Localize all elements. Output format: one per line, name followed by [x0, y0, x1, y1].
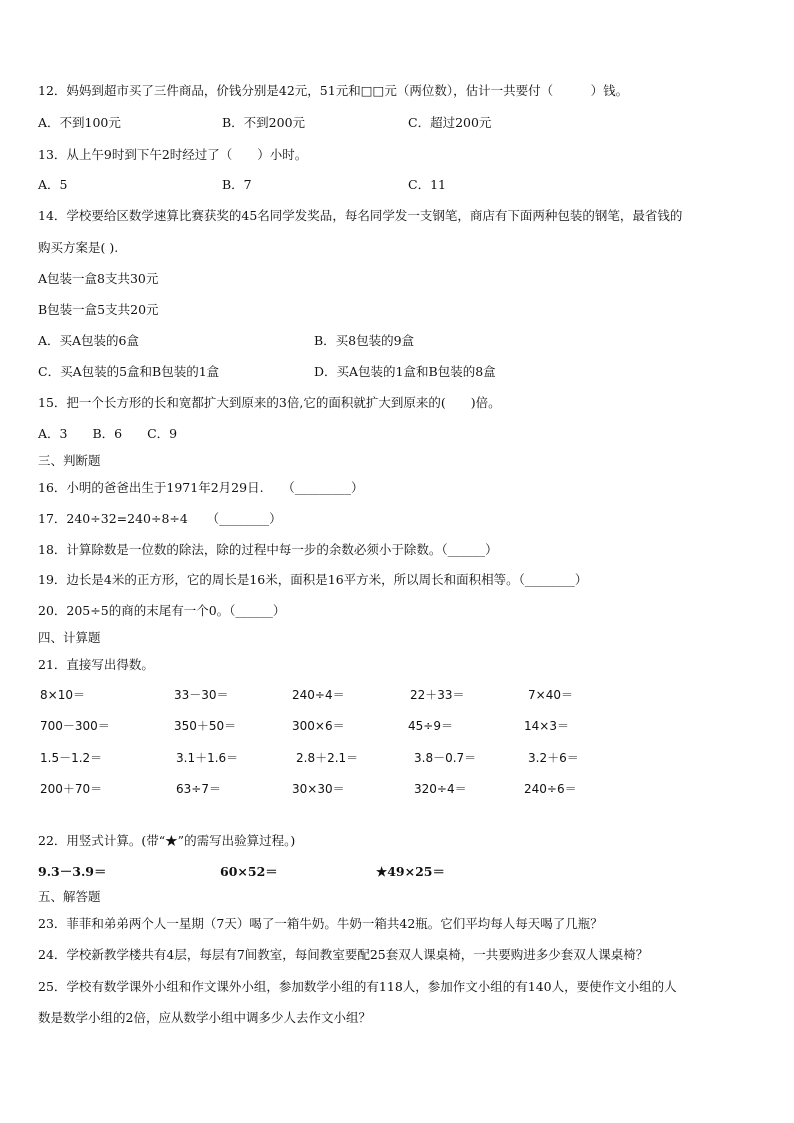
q13-option-b: B．7: [222, 177, 252, 192]
q14-option-b: B．买8包装的9盒: [314, 333, 415, 348]
q12-option-b: B．不到200元: [222, 115, 306, 130]
q22-item-1: 9.3－3.9＝: [38, 864, 107, 879]
calc-item: 240÷4＝: [292, 688, 345, 702]
question-22: 22．用竖式计算。(带“★”的需写出验算过程。): [38, 833, 296, 848]
question-12: 12．妈妈到超市买了三件商品，价钱分别是42元，51元和□□元（两位数），估计一共要付（ ）钱。: [38, 83, 629, 98]
q13-option-a: A．5: [38, 177, 68, 192]
question-16: 16．小明的爸爸出生于1971年2月29日. （_________）: [38, 480, 364, 495]
calc-item: 33－30＝: [174, 688, 229, 702]
calc-item: 320÷4＝: [414, 782, 467, 796]
calc-item: 63÷7＝: [176, 782, 221, 796]
calc-item: 350＋50＝: [174, 719, 237, 733]
question-21: 21．直接写出得数。: [38, 657, 154, 672]
calc-item: 1.5－1.2＝: [40, 751, 103, 765]
question-17: 17．240÷32=240÷8÷4 （________）: [38, 511, 282, 526]
q22-item-3: ★49×25＝: [376, 864, 445, 879]
question-19: 19．边长是4米的正方形，它的周长是16米，面积是16平方米，所以周长和面积相等。（________）: [38, 572, 588, 587]
calc-item: 200＋70＝: [40, 782, 103, 796]
section-4-heading: 四、计算题: [38, 630, 101, 645]
question-15: 15．把一个长方形的长和宽都扩大到原来的3倍,它的面积就扩大到原来的( )倍。: [38, 395, 501, 410]
q14-option-c: C．买A包装的5盒和B包装的1盒: [38, 364, 220, 379]
question-20: 20．205÷5的商的末尾有一个0。（______）: [38, 603, 286, 618]
calc-item: 8×10＝: [40, 688, 85, 702]
question-13: 13．从上午9时到下午2时经过了（ ）小时。: [38, 147, 308, 162]
calc-item: 14×3＝: [524, 719, 569, 733]
question-25-line-1: 25．学校有数学课外小组和作文课外小组，参加数学小组的有118人，参加作文小组的有140人，要使作文小组的人: [38, 979, 677, 994]
calc-item: 300×6＝: [292, 719, 345, 733]
q15-options: A．3 B．6 C．9: [38, 426, 178, 441]
question-14-line-2: 购买方案是( ).: [38, 240, 119, 255]
q13-option-c: C．11: [408, 177, 446, 192]
q12-option-c: C．超过200元: [408, 115, 492, 130]
question-24: 24．学校新教学楼共有4层，每层有7间教室，每间教室要配25套双人课桌椅，一共要购进多少套双人课桌椅？: [38, 947, 649, 962]
calc-item: 22＋33＝: [410, 688, 465, 702]
q12-option-a: A．不到100元: [38, 115, 121, 130]
question-18: 18．计算除数是一位数的除法，除的过程中每一步的余数必须小于除数。（______）: [38, 542, 498, 557]
calc-item: 30×30＝: [292, 782, 345, 796]
calc-item: 700－300＝: [40, 719, 110, 733]
q14-package-a: A包装一盒8支共30元: [38, 271, 159, 286]
calc-item: 240÷6＝: [524, 782, 577, 796]
q14-option-a: A．买A包装的6盒: [38, 333, 140, 348]
calc-item: 45÷9＝: [408, 719, 453, 733]
section-5-heading: 五、解答题: [38, 889, 101, 904]
q22-item-2: 60×52＝: [220, 864, 278, 879]
calc-item: 3.2＋6＝: [528, 751, 579, 765]
q14-package-b: B包装一盒5支共20元: [38, 302, 159, 317]
calc-item: 2.8＋2.1＝: [296, 751, 359, 765]
q14-option-d: D．买A包装的1盒和B包装的8盒: [314, 364, 496, 379]
question-23: 23．菲菲和弟弟两个人一星期（7天）喝了一箱牛奶。牛奶一箱共42瓶。它们平均每人每天喝了几瓶？: [38, 916, 603, 931]
section-3-heading: 三、判断题: [38, 453, 101, 468]
question-25-line-2: 数是数学小组的2倍，应从数学小组中调多少人去作文小组？: [38, 1010, 371, 1025]
calc-item: 3.1＋1.6＝: [176, 751, 239, 765]
calc-item: 3.8－0.7＝: [414, 751, 477, 765]
calc-item: 7×40＝: [528, 688, 573, 702]
question-14-line-1: 14．学校要给区数学速算比赛获奖的45名同学发奖品，每名同学发一支钢笔，商店有下面两种包装的钢笔，最省钱的: [38, 208, 683, 223]
